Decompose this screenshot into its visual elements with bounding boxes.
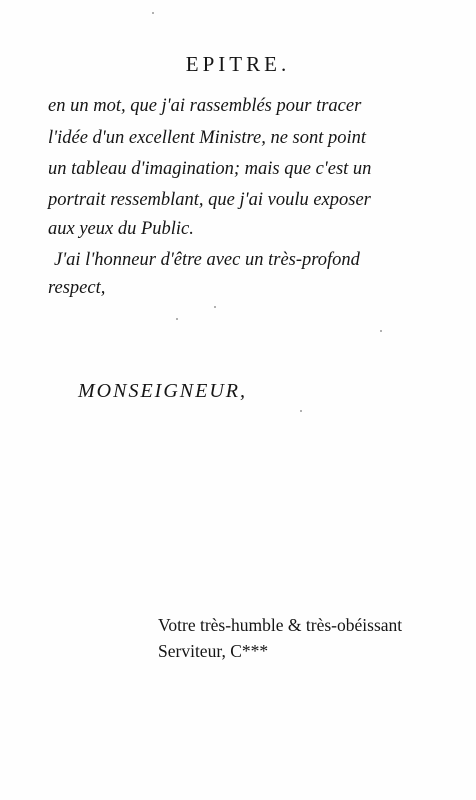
paper-speck [176,318,178,320]
text-line: en un mot, que j'ai rassemblés pour tracer [48,96,362,116]
salutation: MONSEIGNEUR, [78,380,247,402]
text-line: aux yeux du Public. [48,219,194,239]
paper-speck [152,12,154,14]
text-line: portrait ressemblant, que j'ai voulu exposer [48,190,371,210]
running-head: EPITRE. [185,52,291,76]
text-line: J'ai l'honneur d'être avec un très-profond [54,250,360,270]
text-line: l'idée d'un excellent Ministre, ne sont point [48,128,367,148]
closing-line: Votre très-humble & très-obéissant [158,615,403,635]
paper-speck [300,410,302,412]
paper-speck [380,330,382,332]
text-line: respect, [48,278,106,298]
text-line: un tableau d'imagination; mais que c'est un [48,159,372,179]
paper-speck [214,306,216,308]
signature-line: Serviteur, C*** [158,641,269,661]
